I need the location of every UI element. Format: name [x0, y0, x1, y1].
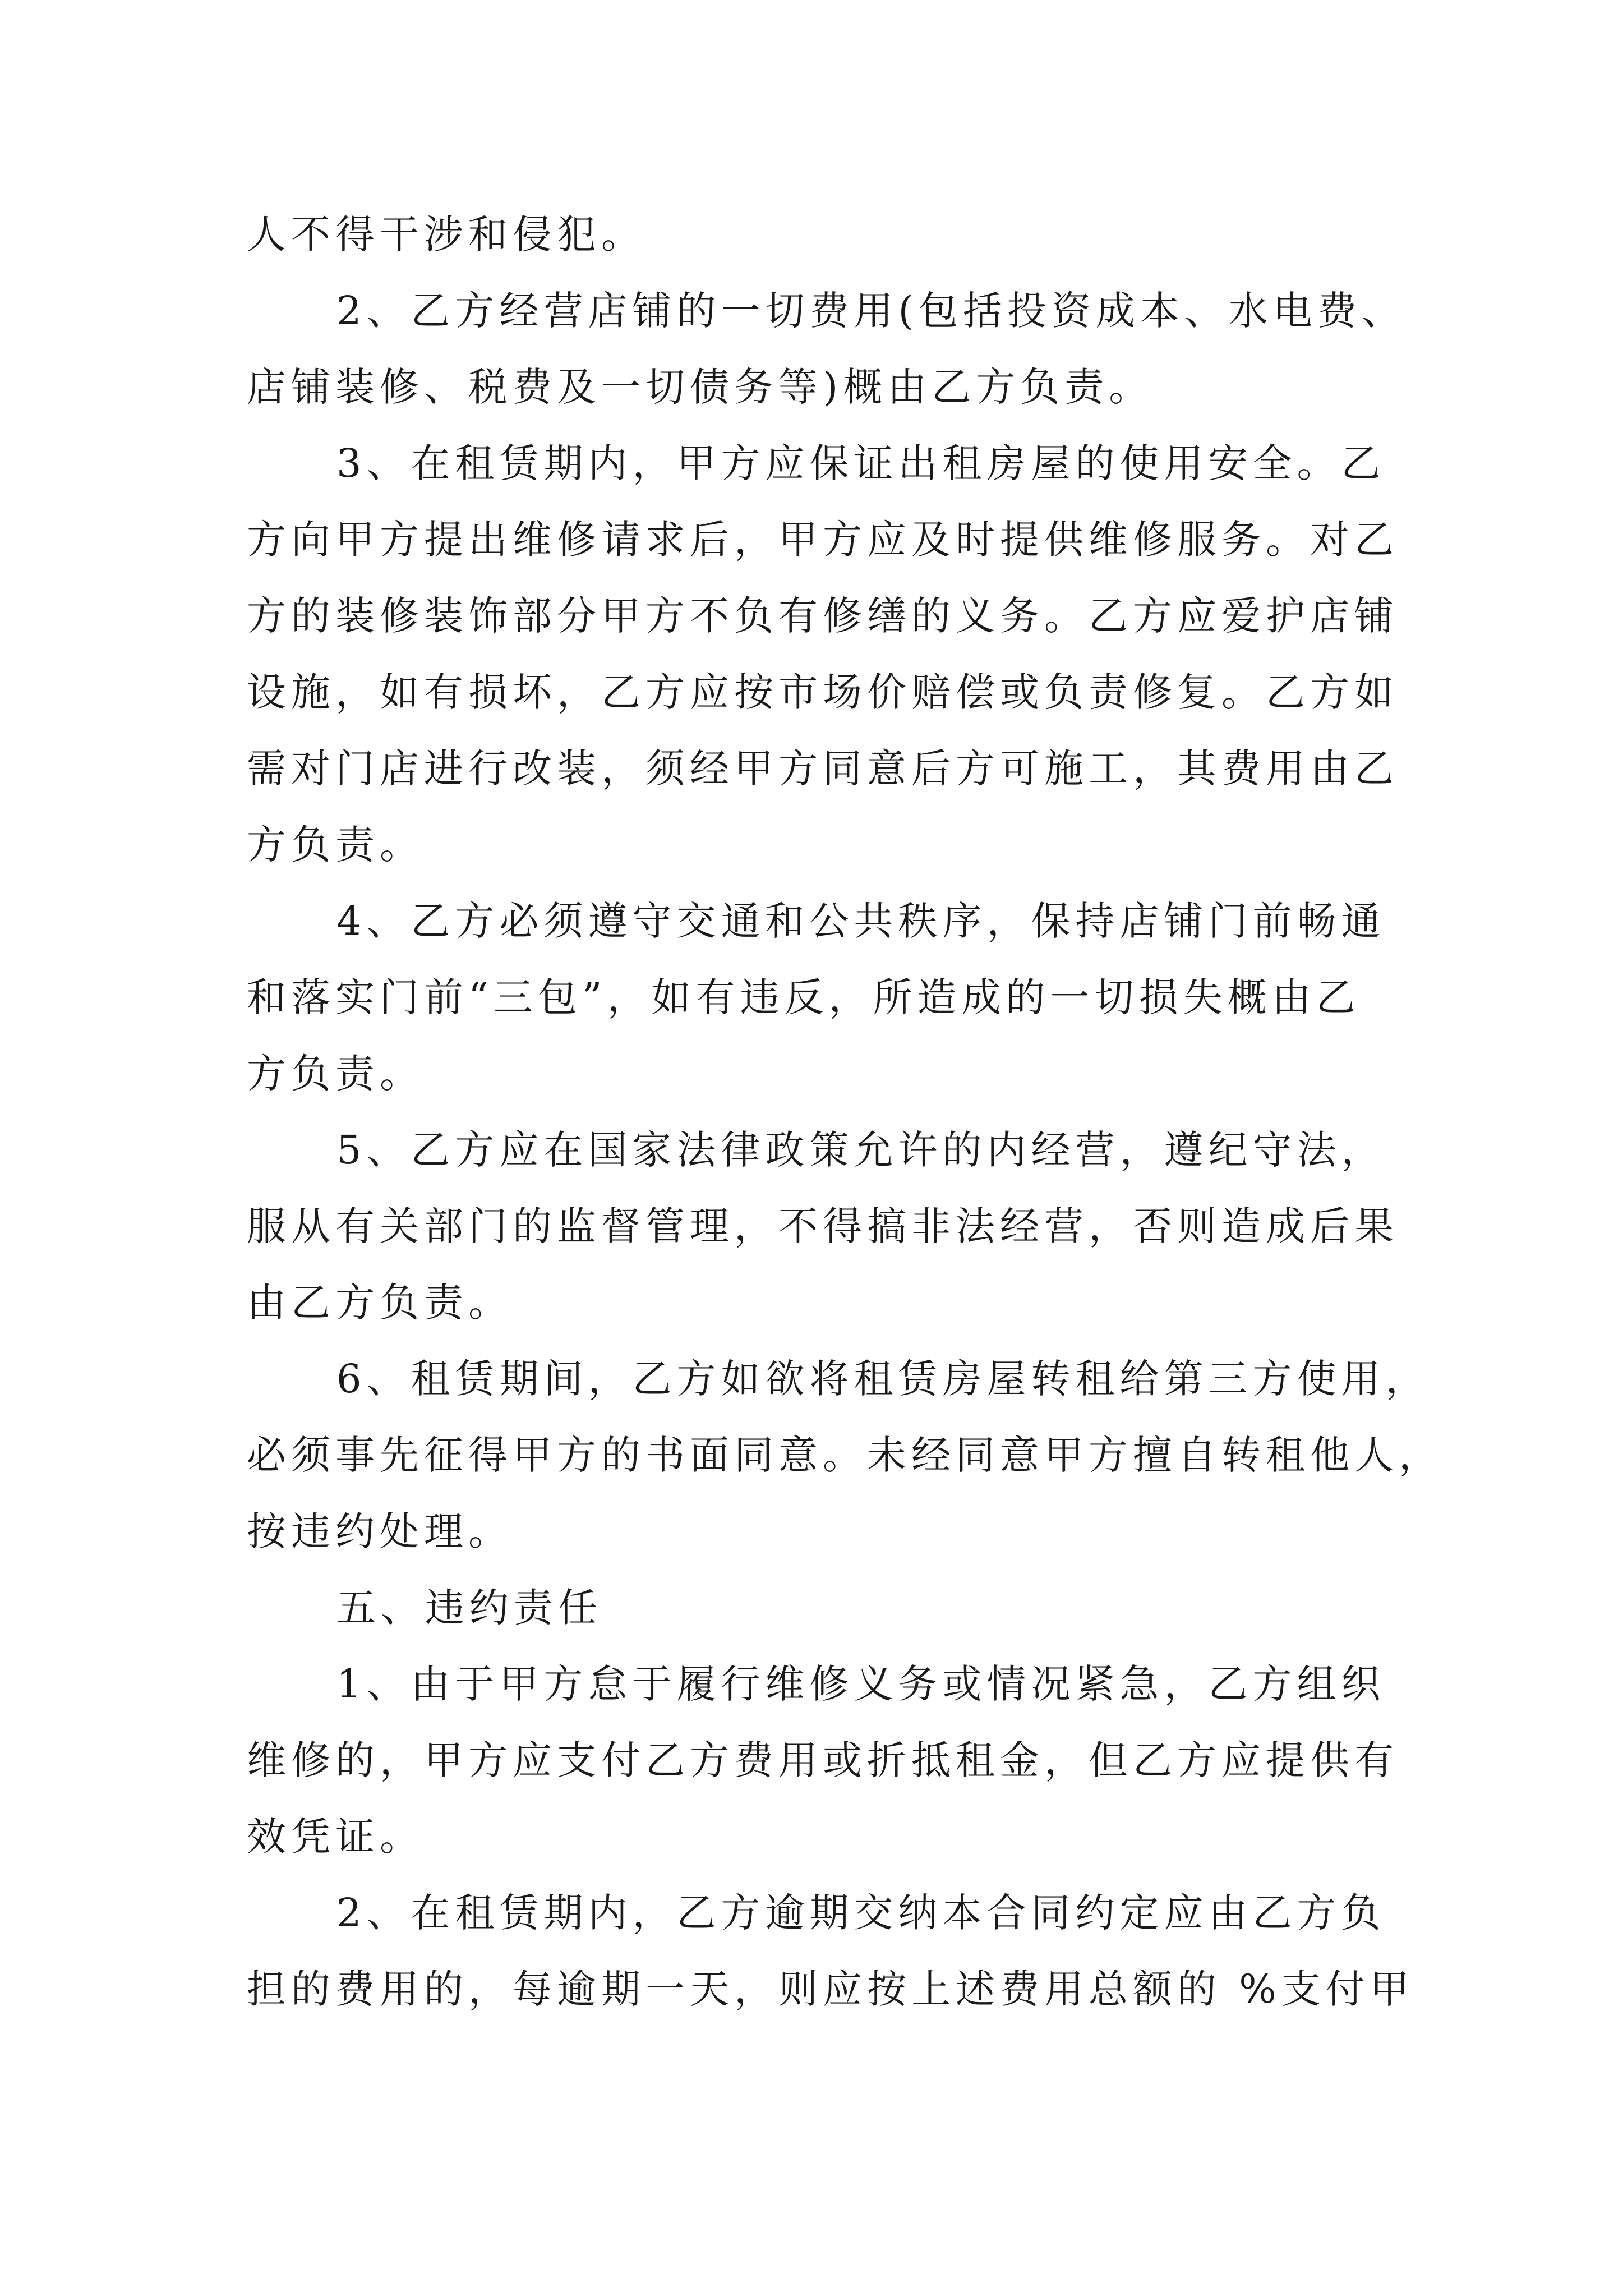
text-line: 5、乙方应在国家法律政策允许的内经营，遵纪守法， [336, 1127, 1386, 1173]
text-line: 店铺装修、税费及一切债务等)概由乙方负责。 [247, 364, 1154, 410]
text-line: 需对门店进行改装，须经甲方同意后方可施工，其费用由乙 [247, 746, 1399, 792]
section-heading: 五、违约责任 [336, 1585, 602, 1631]
text-line: 4、乙方必须遵守交通和公共秩序，保持店铺门前畅通 [336, 898, 1386, 944]
text-line: 由乙方负责。 [247, 1280, 513, 1326]
text-line: 2、在租赁期内，乙方逾期交纳本合同约定应由乙方负 [336, 1890, 1386, 1936]
text-line: 1、由于甲方怠于履行维修义务或情况紧急，乙方组织 [336, 1661, 1386, 1707]
text-line: 效凭证。 [247, 1814, 424, 1860]
text-line: 方的装修装饰部分甲方不负有修缮的义务。乙方应爱护店铺 [247, 593, 1399, 639]
text-line: 设施，如有损坏，乙方应按市场价赔偿或负责修复。乙方如 [247, 669, 1399, 715]
text-line: 方负责。 [247, 1051, 424, 1097]
text-line: 按违约处理。 [247, 1508, 513, 1554]
text-line: 担的费用的，每逾期一天，则应按上述费用总额的 %支付甲 [247, 1966, 1414, 2012]
text-line: 和落实门前“三包”，如有违反，所造成的一切损失概由乙 [247, 974, 1361, 1020]
text-line: 维修的，甲方应支付乙方费用或折抵租金，但乙方应提供有 [247, 1737, 1399, 1783]
text-line: 方负责。 [247, 822, 424, 868]
text-line: 服从有关部门的监督管理，不得搞非法经营，否则造成后果 [247, 1203, 1399, 1249]
document-body [247, 196, 1443, 2027]
text-line: 方向甲方提出维修请求后，甲方应及时提供维修服务。对乙 [247, 517, 1399, 563]
text-line: 6、租赁期间，乙方如欲将租赁房屋转租给第三方使用， [336, 1356, 1430, 1402]
text-line: 人不得干涉和侵犯。 [247, 211, 645, 257]
text-line: 必须事先征得甲方的书面同意。未经同意甲方擅自转租他人， [247, 1432, 1443, 1478]
text-line: 3、在租赁期内，甲方应保证出租房屋的使用安全。乙 [336, 440, 1386, 486]
text-line: 2、乙方经营店铺的一切费用(包括投资成本、水电费、 [336, 288, 1406, 334]
